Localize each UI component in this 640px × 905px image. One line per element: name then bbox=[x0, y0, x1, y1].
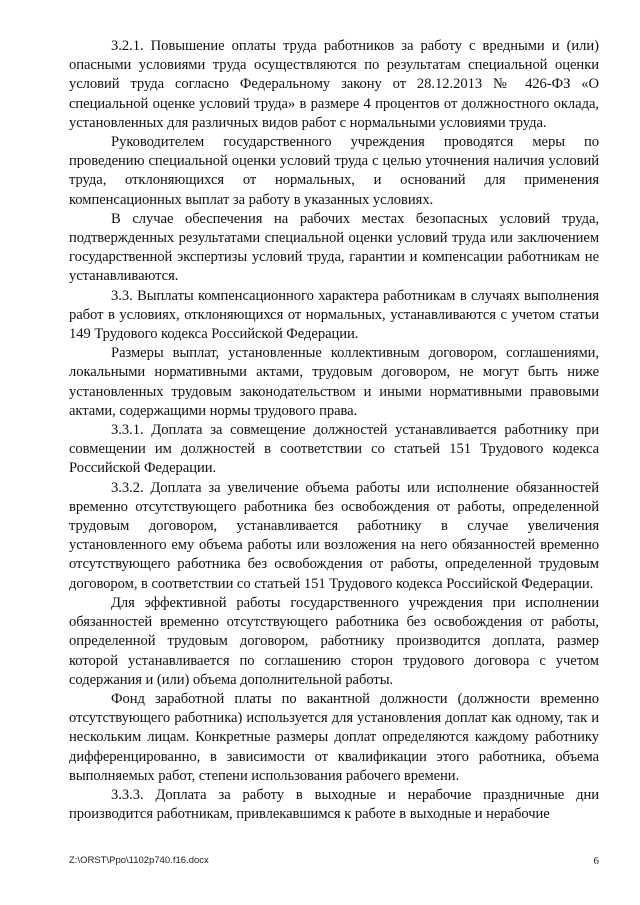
document-page bbox=[69, 37, 599, 824]
paragraph-effective-work: Для эффективной работы государственного учреждения при исполнении обязанностей временно отсутствующего работника без освобождения от работы, определенной трудовым договором, работнику производится доплата, размер которой устанавливается по соглашению сторон трудового договора с учетом содержания и (или) объема дополнительной работы. bbox=[69, 594, 599, 688]
page-number: 6 bbox=[593, 855, 599, 867]
paragraph-3-3-2: 3.3.2. Доплата за увеличение объема работы или исполнение обязанностей временно отсутствующего работника без освобождения от работы, определенной трудовым договором, устанавливается работнику в случае увеличения установленного ему объема работы или возложения на него обязанностей временно отсутствующего работника без освобождения от работы, определенной трудовым договором, в соответствии со статьей 151 Трудового кодекса Российской Федерации. bbox=[69, 479, 599, 592]
paragraph-3-3-3: 3.3.3. Доплата за работу в выходные и нерабочие праздничные дни производится работникам, привлекавшимся к работе в выходные и нерабочие bbox=[69, 786, 599, 823]
paragraph-payment-sizes: Размеры выплат, установленные коллективным договором, соглашениями, локальными нормативными актами, трудовым договором, не могут быть ниже установленных трудовым законодательством и иными нормативными правовыми актами, содержащими нормы трудового права. bbox=[69, 345, 599, 419]
file-path: Z:\ORST\Ppo\1102p740.f16.docx bbox=[69, 855, 209, 866]
paragraph-3-3: 3.3. Выплаты компенсационного характера работникам в случаях выполнения работ в условиях, отклоняющихся от нормальных, устанавливаются с учетом статьи 149 Трудового кодекса Российской Федерации. bbox=[69, 287, 599, 343]
paragraph-special-assessment: Руководителем государственного учреждения проводятся меры по проведению специальной оценки условий труда с целью уточнения наличия условий труда, отклоняющихся от нормальных, и оснований для применения компенсационных выплат за работу в указанных условиях. bbox=[69, 134, 599, 208]
paragraph-wage-fund: Фонд заработной платы по вакантной должности (должности временно отсутствующего работника) используется для установления доплат как одному, так и нескольким лицам. Конкретные размеры доплат определяются каждому работнику дифференцированно, в зависимости от квалификации этого работника, объема выполняемых работ, степени использования рабочего времени. bbox=[69, 690, 599, 784]
paragraph-safe-conditions: В случае обеспечения на рабочих местах безопасных условий труда, подтвержденных результатами специальной оценки условий труда или заключением государственной экспертизы условий труда, гарантии и компенсации работникам не устанавливаются. bbox=[69, 210, 599, 285]
paragraph-3-2-1: 3.2.1. Повышение оплаты труда работников за работу с вредными и (или) опасными условиями труда осуществляются по результатам специальной оценки условий труда согласно Федеральному закону от 28.12.2013 № 426-ФЗ «О специальной оценке условий труда» в размере 4 процентов от должностного оклада, установленных для различных видов работ с нормальными условиями труда. bbox=[69, 38, 599, 131]
paragraph-3-3-1: 3.3.1. Доплата за совмещение должностей устанавливается работнику при совмещении им должностей в соответствии со статьей 151 Трудового кодекса Российской Федерации. bbox=[69, 422, 599, 477]
